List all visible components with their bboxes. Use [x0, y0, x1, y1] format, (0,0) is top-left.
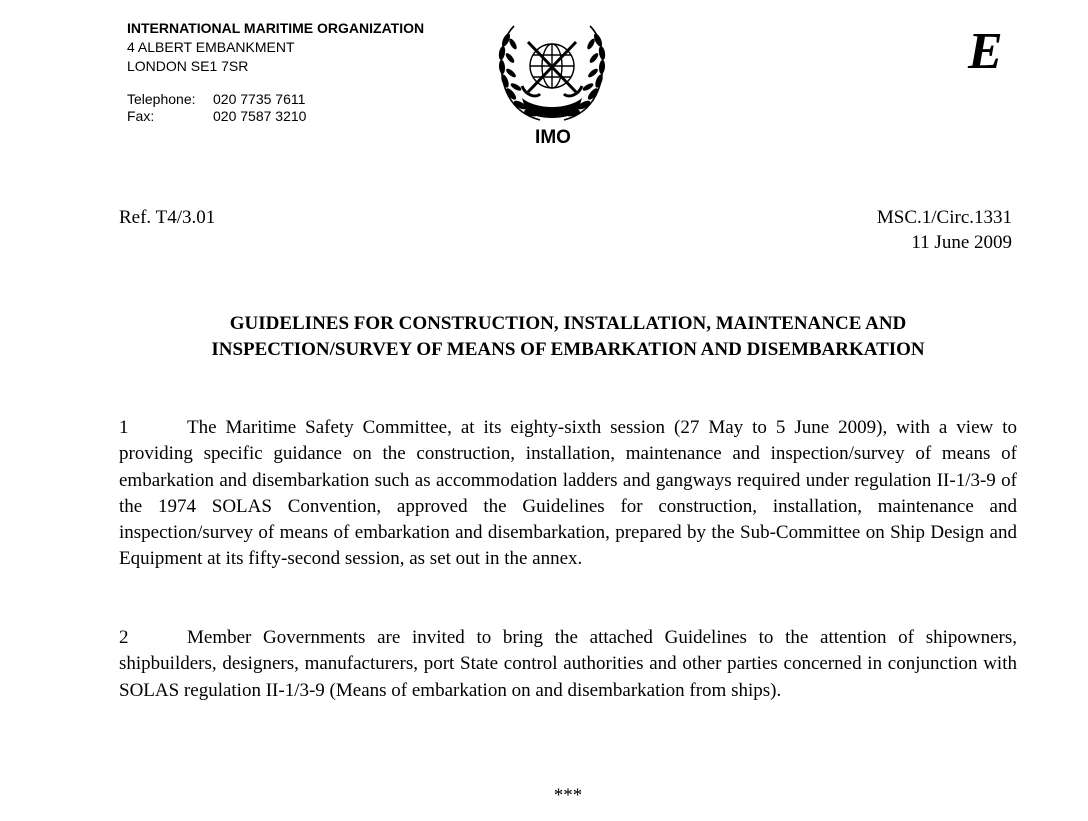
- circular-block: [877, 205, 1012, 255]
- title-line-2: INSPECTION/SURVEY OF MEANS OF EMBARKATION AND DISEMBARKATION: [211, 339, 925, 360]
- contact-details: [127, 91, 306, 125]
- emblem-caption: IMO: [535, 127, 571, 148]
- address-line-1: 4 ALBERT EMBANKMENT: [127, 39, 295, 55]
- circular-number: MSC.1/Circ.1331: [876, 207, 1012, 228]
- paragraph-number: 1: [119, 417, 129, 438]
- fax-value: 020 7587 3210: [213, 108, 307, 124]
- circular-date: 11 June 2009: [911, 232, 1012, 253]
- reference-number: Ref. T4/3.01: [119, 207, 216, 228]
- address-line-2: LONDON SE1 7SR: [127, 58, 249, 74]
- language-mark: E: [968, 23, 1003, 80]
- telephone-value: 020 7735 7611: [213, 91, 306, 107]
- paragraph-number: 2: [119, 627, 129, 648]
- title-line-1: GUIDELINES FOR CONSTRUCTION, INSTALLATION, MAINTENANCE AND: [229, 313, 907, 334]
- paragraph-1: [119, 415, 1017, 573]
- fax-label: Fax:: [127, 108, 155, 124]
- imo-emblem-icon: [496, 20, 608, 126]
- document-title: [119, 311, 1017, 363]
- organization-address: [127, 19, 424, 76]
- paragraph-2: [119, 625, 1017, 704]
- paragraph-text: The Maritime Safety Committee, at its eighty-sixth session (27 May to 5 June 2009), with a view to providing specific guidance on the construction, installation, maintenance and inspection/survey of means of embarkation and disembarkation such as accommodation ladders and gangways required under regulation II-1/3-9 of the 1974 SOLAS Convention, approved the Guidelines for construction, installation, maintenance and inspection/survey of means of embarkation and disembarkation, prepared by the Sub-Committee on Ship Design and Equipment at its fifty-second session, as set out in the annex.: [119, 417, 1017, 570]
- paragraph-text: Member Governments are invited to bring the attached Guidelines to the attention of shipowners, shipbuilders, designers, manufacturers, port State control authorities and other parties concerned in conjunction with SOLAS regulation II-1/3-9 (Means of embarkation on and disembarkation from ships).: [119, 627, 1017, 701]
- telephone-row: [127, 91, 306, 108]
- fax-row: [127, 108, 306, 125]
- organization-name: INTERNATIONAL MARITIME ORGANIZATION: [127, 20, 425, 36]
- telephone-label: Telephone:: [127, 91, 196, 107]
- end-mark: ***: [553, 785, 583, 806]
